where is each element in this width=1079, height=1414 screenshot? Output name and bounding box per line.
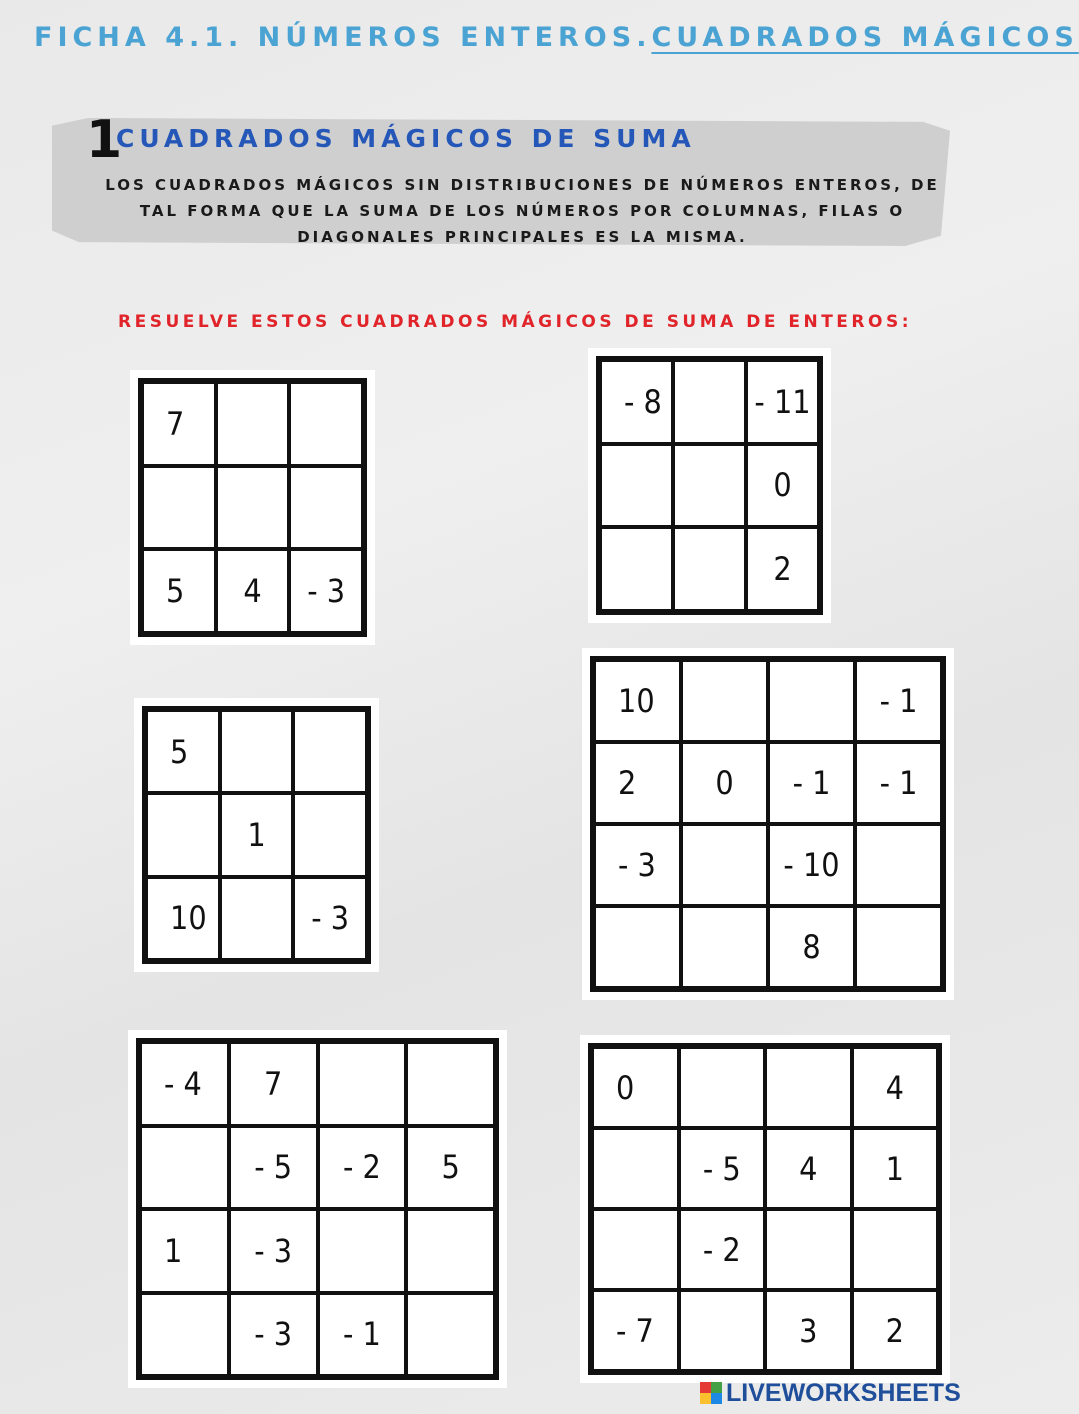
given-number-cell: 2: [746, 527, 819, 611]
given-number-cell: 4: [765, 1128, 852, 1209]
given-number-cell: 4: [852, 1047, 939, 1128]
empty-answer-cell[interactable]: [592, 1128, 679, 1209]
given-number-cell: 2: [594, 742, 681, 824]
empty-answer-cell[interactable]: [289, 382, 363, 466]
empty-answer-cell[interactable]: [142, 466, 216, 550]
empty-answer-cell[interactable]: [592, 1209, 679, 1290]
title-part-1: FICHA 4.1. NÚMEROS ENTEROS.: [34, 22, 652, 53]
empty-answer-cell[interactable]: [765, 1047, 852, 1128]
given-number-cell: 10: [594, 660, 681, 742]
magic-square-grid: [142, 706, 371, 964]
empty-answer-cell[interactable]: [318, 1042, 407, 1126]
empty-answer-cell[interactable]: [293, 710, 367, 793]
given-number-cell: 4: [216, 549, 290, 633]
empty-answer-cell[interactable]: [600, 444, 673, 528]
given-number-cell: - 5: [229, 1126, 318, 1210]
given-number-cell: - 4: [140, 1042, 229, 1126]
given-number-cell: - 11: [746, 360, 819, 444]
watermark-text: LIVEWORKSHEETS: [726, 1378, 961, 1407]
section-description: LOS CUADRADOS MÁGICOS SIN DISTRIBUCIONES DE NÚMEROS ENTEROS, DE TAL FORMA QUE LA SUMA DE LOS NÚMEROS POR COLUMNAS, FILAS O DIAGONALES PRINCIPALES ES LA MISMA.: [105, 176, 940, 246]
liveworksheets-watermark: [700, 1378, 961, 1408]
instruction-text: RESUELVE ESTOS CUADRADOS MÁGICOS DE SUMA DE ENTEROS:: [118, 312, 913, 332]
empty-answer-cell[interactable]: [140, 1293, 229, 1377]
empty-answer-cell[interactable]: [293, 793, 367, 876]
given-number-cell: 8: [768, 906, 855, 988]
section-title: CUADRADOS MÁGICOS DE SUMA: [116, 124, 696, 153]
empty-answer-cell[interactable]: [681, 906, 768, 988]
given-number-cell: 1: [220, 793, 294, 876]
given-number-cell: - 1: [768, 742, 855, 824]
empty-answer-cell[interactable]: [679, 1047, 766, 1128]
given-number-cell: 10: [146, 877, 220, 960]
given-number-cell: - 1: [318, 1293, 407, 1377]
given-number-cell: - 2: [679, 1209, 766, 1290]
given-number-cell: 0: [592, 1047, 679, 1128]
given-number-cell: 7: [142, 382, 216, 466]
given-number-cell: - 5: [679, 1128, 766, 1209]
given-number-cell: - 7: [592, 1290, 679, 1371]
empty-answer-cell[interactable]: [140, 1126, 229, 1210]
given-number-cell: - 2: [318, 1126, 407, 1210]
given-number-cell: 3: [765, 1290, 852, 1371]
given-number-cell: - 1: [855, 660, 942, 742]
empty-answer-cell[interactable]: [220, 710, 294, 793]
empty-answer-cell[interactable]: [673, 444, 746, 528]
empty-answer-cell[interactable]: [289, 466, 363, 550]
empty-answer-cell[interactable]: [406, 1293, 495, 1377]
magic-square-3: [134, 698, 379, 972]
empty-answer-cell[interactable]: [852, 1209, 939, 1290]
title-part-2: CUADRADOS MÁGICOS: [651, 22, 1079, 53]
magic-square-grid: [136, 1038, 499, 1380]
empty-answer-cell[interactable]: [594, 906, 681, 988]
given-number-cell: 5: [142, 549, 216, 633]
given-number-cell: - 3: [289, 549, 363, 633]
empty-answer-cell[interactable]: [216, 382, 290, 466]
empty-answer-cell[interactable]: [681, 824, 768, 906]
empty-answer-cell[interactable]: [600, 527, 673, 611]
given-number-cell: - 3: [293, 877, 367, 960]
given-number-cell: 0: [746, 444, 819, 528]
empty-answer-cell[interactable]: [220, 877, 294, 960]
given-number-cell: - 3: [229, 1209, 318, 1293]
given-number-cell: 1: [852, 1128, 939, 1209]
empty-answer-cell[interactable]: [146, 793, 220, 876]
given-number-cell: - 10: [768, 824, 855, 906]
section-number: 1: [86, 110, 123, 170]
given-number-cell: - 3: [594, 824, 681, 906]
magic-square-6: [580, 1035, 950, 1383]
given-number-cell: - 8: [600, 360, 673, 444]
magic-square-grid: [588, 1043, 942, 1375]
given-number-cell: 2: [852, 1290, 939, 1371]
given-number-cell: 5: [146, 710, 220, 793]
empty-answer-cell[interactable]: [768, 660, 855, 742]
empty-answer-cell[interactable]: [673, 360, 746, 444]
empty-answer-cell[interactable]: [681, 660, 768, 742]
magic-square-5: [128, 1030, 507, 1388]
empty-answer-cell[interactable]: [679, 1290, 766, 1371]
empty-answer-cell[interactable]: [765, 1209, 852, 1290]
magic-square-1: [130, 370, 375, 645]
magic-square-grid: [138, 378, 367, 637]
magic-square-4: [582, 648, 954, 1000]
given-number-cell: 5: [406, 1126, 495, 1210]
empty-answer-cell[interactable]: [216, 466, 290, 550]
empty-answer-cell[interactable]: [855, 824, 942, 906]
magic-square-grid: [590, 656, 946, 992]
magic-square-grid: [596, 356, 823, 615]
empty-answer-cell[interactable]: [406, 1209, 495, 1293]
given-number-cell: 1: [140, 1209, 229, 1293]
worksheet-title: [34, 22, 1079, 53]
empty-answer-cell[interactable]: [406, 1042, 495, 1126]
given-number-cell: 7: [229, 1042, 318, 1126]
empty-answer-cell[interactable]: [318, 1209, 407, 1293]
magic-square-2: [588, 348, 831, 623]
liveworksheets-logo-icon: [700, 1382, 722, 1404]
given-number-cell: - 3: [229, 1293, 318, 1377]
given-number-cell: 0: [681, 742, 768, 824]
empty-answer-cell[interactable]: [855, 906, 942, 988]
empty-answer-cell[interactable]: [673, 527, 746, 611]
given-number-cell: - 1: [855, 742, 942, 824]
